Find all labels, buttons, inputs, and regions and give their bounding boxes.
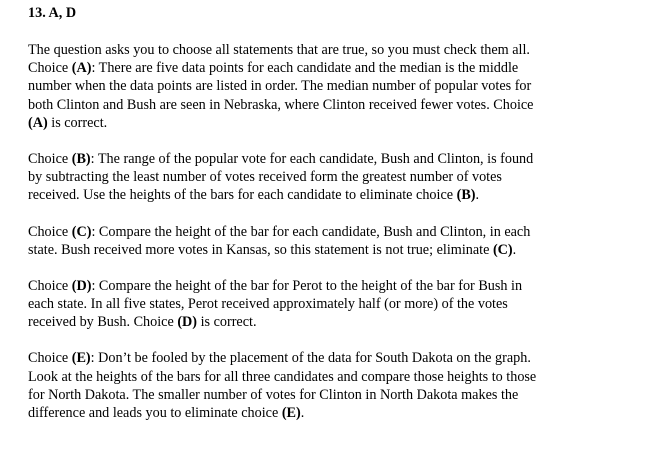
- text-line: each state. In all five states, Perot received approximately half (or more) of the votes: [28, 296, 508, 313]
- answer-heading: 13. A, D: [28, 5, 77, 21]
- text-line: by subtracting the least number of votes received form the greatest number of votes: [28, 169, 502, 186]
- text-line: Look at the heights of the bars for all three candidates and compare those heights to those: [28, 368, 537, 385]
- paragraph-choice-e: [28, 349, 628, 422]
- paragraph-choice-d: [28, 277, 628, 332]
- text-line: state. Bush received more votes in Kansas, so this statement is not true; eliminate (C).: [28, 241, 517, 258]
- text-line: number when the data points are listed in order. The median number of popular votes for: [28, 78, 532, 95]
- text-line: received by Bush. Choice (D) is correct.: [28, 314, 257, 331]
- text-line: Choice (C): Compare the height of the bar for each candidate, Bush and Clinton, in each: [28, 223, 531, 240]
- paragraph-intro-choice-a: [28, 41, 628, 132]
- text-line: (A) is correct.: [28, 114, 108, 131]
- text-line: difference and leads you to eliminate choice (E).: [28, 405, 305, 421]
- text-line: both Clinton and Bush are seen in Nebraska, where Clinton received fewer votes. Choice: [28, 96, 534, 113]
- text-line: Choice (D): Compare the height of the bar for Perot to the height of the bar for Bush in: [28, 277, 523, 294]
- text-line: Choice (E): Don’t be fooled by the placement of the data for South Dakota on the graph.: [28, 350, 531, 367]
- text-line: Choice (A): There are five data points for each candidate and the median is the middle: [28, 60, 519, 77]
- text-line: received. Use the heights of the bars for each candidate to eliminate choice (B).: [28, 187, 480, 204]
- paragraph-choice-b: [28, 150, 628, 205]
- text-line: for North Dakota. The smaller number of votes for Clinton in North Dakota makes the: [28, 386, 519, 403]
- text-line: Choice (B): The range of the popular vote for each candidate, Bush and Clinton, is found: [28, 150, 534, 167]
- text-line: The question asks you to choose all statements that are true, so you must check them all.: [28, 42, 530, 58]
- paragraph-choice-c: [28, 223, 628, 259]
